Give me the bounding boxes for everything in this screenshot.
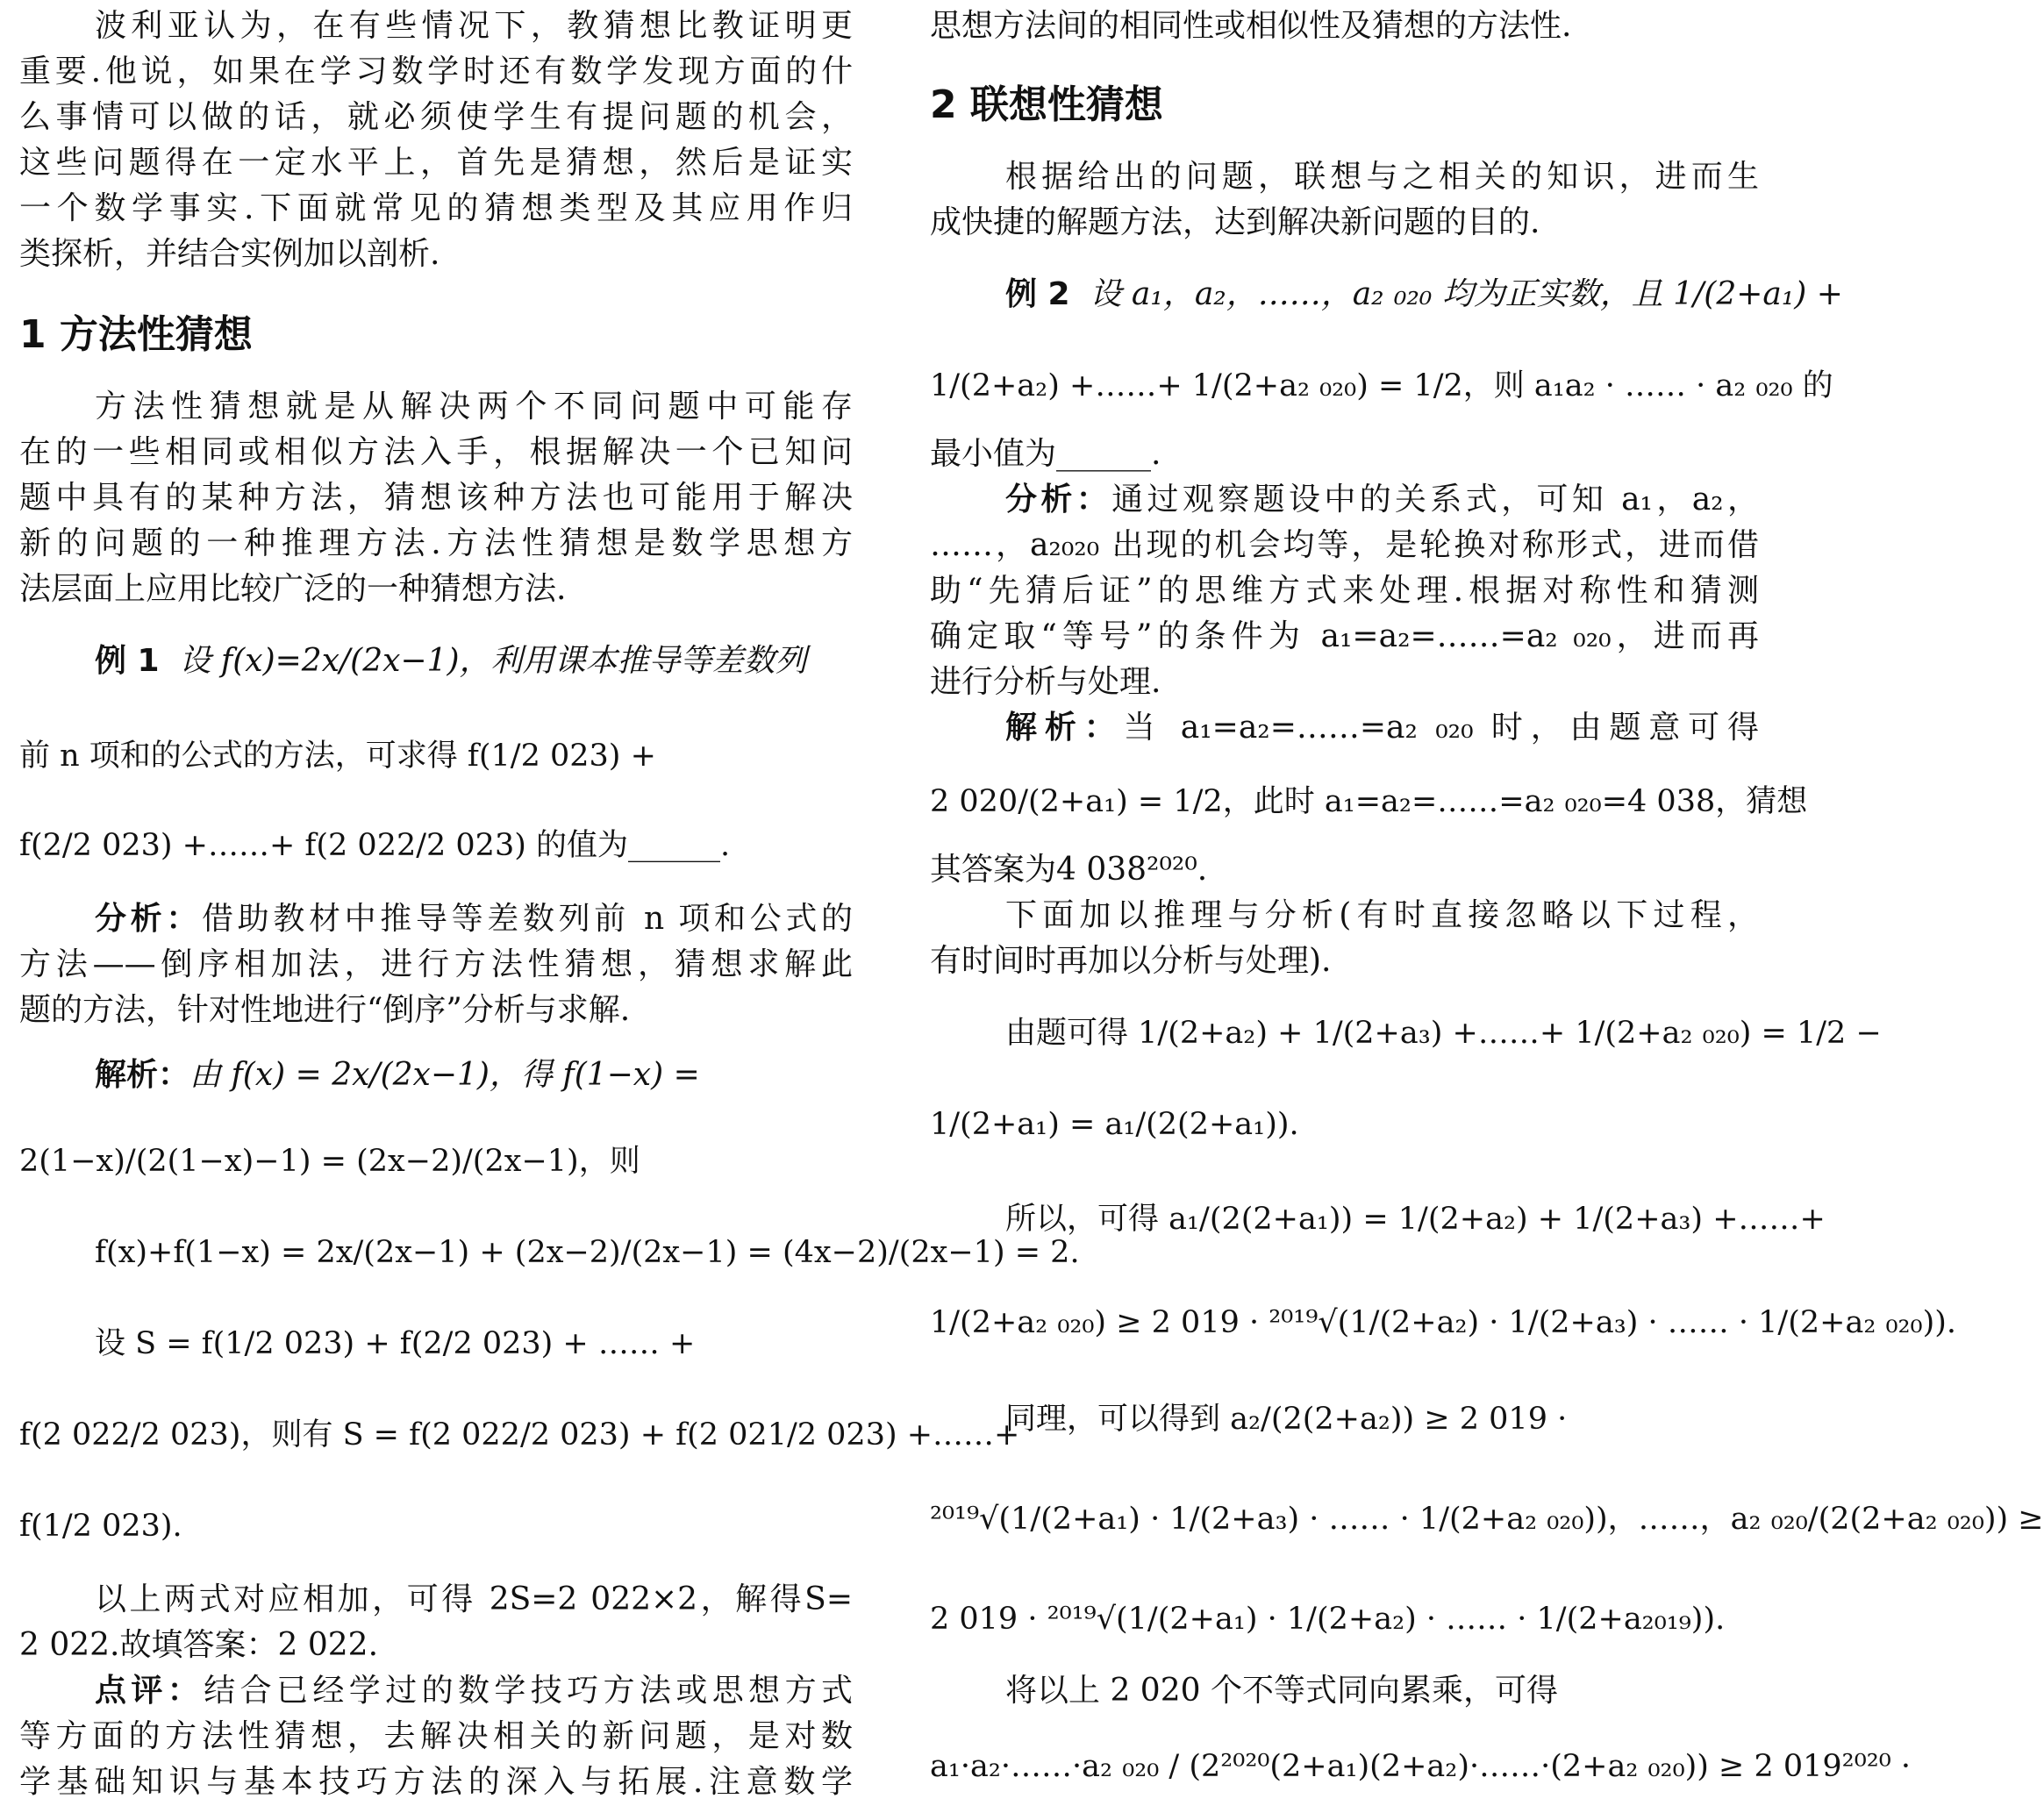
solution-label: 解析： — [1005, 710, 1124, 746]
math-expression: 设 f(x)=2x/(2x−1)，利用课本推导等差数列 — [179, 643, 807, 679]
paragraph-line: 新的问题的一种推理方法.方法性猜想是数学思想方 — [19, 525, 853, 561]
example-2-label: 例 2 — [1005, 276, 1070, 312]
intro-line: 重要.他说，如果在学习数学时还有数学发现方面的什 — [19, 54, 853, 89]
comment-line: 学基础知识与基本技巧方法的深入与拓展.注意数学 — [19, 1764, 853, 1800]
example-1-line — [19, 640, 853, 682]
solution-label: 解析： — [95, 1057, 190, 1093]
math-expression: 1/(2+a₂) +……+ 1/(2+a₂ ₀₂₀) = 1/2，则 a₁a₂ · …… · a₂ ₀₂₀ 的 — [930, 368, 1833, 403]
math-expression: a₁·a₂·……·a₂ ₀₂₀ / (2²⁰²⁰(2+a₁)(2+a₂)·……·(2+a₂ ₀₂₀)) ≥ 2 019²⁰²⁰ · — [930, 1749, 1912, 1784]
analysis-label: 分析： — [1005, 482, 1112, 517]
intro-line: 类探析，并结合实例加以剖析. — [19, 236, 440, 272]
math-expression: 1/(2+a₂ ₀₂₀) ≥ 2 019 · ²⁰¹⁹√(1/(2+a₂) · 1/(2+a₃) · …… · 1/(2+a₂ ₀₂₀)). — [930, 1305, 1957, 1340]
intro-line: 一个数学事实.下面就常见的猜想类型及其应用作归 — [19, 190, 853, 226]
analysis-line: 进行分析与处理. — [930, 664, 1161, 700]
math-expression: f(x)+f(1−x) = 2x/(2x−1) + (2x−2)/(2x−1) = (4x−2)/(2x−1) = 2. — [95, 1235, 1080, 1270]
solution-line: 解析：由 f(x) = 2x/(2x−1)，得 f(1−x) = — [95, 1057, 700, 1093]
example-2-line: 例 2 设 a₁，a₂，……，a₂ ₀₂₀ 均为正实数，且 1/(2+a₁) + — [1005, 276, 1843, 312]
analysis-line: 分析：借助教材中推导等差数列前 n 项和公式的 — [95, 901, 853, 937]
math-expression: 同理，可以得到 a₂/(2(2+a₂)) ≥ 2 019 · — [1005, 1402, 1568, 1437]
math-expression: f(1/2 023). — [19, 1509, 182, 1544]
analysis-line: 确定取“等号”的条件为 a₁=a₂=……=a₂ ₀₂₀，进而再 — [930, 618, 1759, 654]
math-expression: f(2 022/2 023)，则有 S = f(2 022/2 023) + f(2 021/2 023) +……+ — [19, 1417, 1020, 1453]
section-heading-1: 1 方法性猜想 — [19, 312, 253, 357]
paragraph-line: 成快捷的解题方法，达到解决新问题的目的. — [930, 204, 1540, 240]
section-heading-2: 2 联想性猜想 — [930, 82, 1163, 127]
paragraph-line: 其答案为4 038²⁰²⁰. — [930, 852, 1208, 888]
comment-label: 点评： — [95, 1673, 204, 1709]
math-expression: f(2/2 023) +……+ f(2 022/2 023) 的值为______. — [19, 828, 731, 863]
math-expression: 前 n 项和的公式的方法，可求得 f(1/2 023) + — [19, 739, 656, 774]
intro-line: 这些问题得在一定水平上，首先是猜想，然后是证实 — [19, 145, 853, 181]
math-expression: ²⁰¹⁹√(1/(2+a₁) · 1/(2+a₃) · …… · 1/(2+a₂ ₀₂₀))，……，a₂ ₀₂₀/(2(2+a₂ ₀₂₀)) ≥ — [930, 1502, 2044, 1537]
analysis-line: 方法——倒序相加法，进行方法性猜想，猜想求解此 — [19, 946, 853, 982]
paragraph-line: 将以上 2 020 个不等式同向累乘，可得 — [1005, 1673, 1558, 1709]
paragraph-line: 方法性猜想就是从解决两个不同问题中可能存 — [95, 389, 853, 425]
math-expression: 设 S = f(1/2 023) + f(2/2 023) + …… + — [95, 1326, 696, 1361]
comment-line: 点评：结合已经学过的数学技巧方法或思想方式 — [95, 1673, 853, 1709]
analysis-line: 助“先猜后证”的思维方式来处理.根据对称性和猜测 — [930, 573, 1759, 609]
analysis-line: 题的方法，针对性地进行“倒序”分析与求解. — [19, 992, 631, 1028]
solution-line: 解析：当 a₁=a₂=……=a₂ ₀₂₀ 时，由题意可得 — [1005, 710, 1759, 746]
paragraph-line: 最小值为______. — [930, 436, 1161, 472]
analysis-line: 分析：通过观察题设中的关系式，可知 a₁，a₂， — [1005, 482, 1759, 517]
example-1-label: 例 1 — [95, 643, 160, 679]
math-expression: 2(1−x)/(2(1−x)−1) = (2x−2)/(2x−1)，则 — [19, 1144, 640, 1179]
math-expression: 2 020/(2+a₁) = 1/2，此时 a₁=a₂=……=a₂ ₀₂₀=4 038，猜想 — [930, 784, 1808, 819]
math-expression: 2 019 · ²⁰¹⁹√(1/(2+a₁) · 1/(2+a₂) · …… · 1/(2+a₂₀₁₉)). — [930, 1602, 1726, 1637]
paragraph-line: 在的一些相同或相似方法入手，根据解决一个已知问 — [19, 434, 853, 470]
paragraph-line: 思想方法间的相同性或相似性及猜想的方法性. — [930, 8, 1572, 44]
paragraph-line: 以上两式对应相加，可得 2S=2 022×2，解得S= — [95, 1581, 853, 1617]
math-expression: 1/(2+a₁) = a₁/(2(2+a₁)). — [930, 1107, 1299, 1142]
intro-line: 么事情可以做的话，就必须使学生有提问题的机会， — [19, 99, 853, 135]
paragraph-line: 2 022.故填答案：2 022. — [19, 1627, 379, 1663]
analysis-line: ……，a₂₀₂₀ 出现的机会均等，是轮换对称形式，进而借 — [930, 527, 1759, 563]
math-expression: 由题可得 1/(2+a₂) + 1/(2+a₃) +……+ 1/(2+a₂ ₀₂₀) = 1/2 − — [1005, 1016, 1882, 1051]
paragraph-line: 题中具有的某种方法，猜想该种方法也可能用于解决 — [19, 480, 853, 516]
paragraph-line: 法层面上应用比较广泛的一种猜想方法. — [19, 571, 567, 607]
analysis-label: 分析： — [95, 901, 202, 937]
paragraph-line: 下面加以推理与分析(有时直接忽略以下过程， — [1005, 897, 1759, 933]
intro-line: 波利亚认为，在有些情况下，教猜想比教证明更 — [95, 8, 853, 44]
comment-line: 等方面的方法性猜想，去解决相关的新问题，是对数 — [19, 1718, 853, 1754]
paragraph-line: 有时间时再加以分析与处理). — [930, 943, 1332, 979]
paragraph-line: 根据给出的问题，联想与之相关的知识，进而生 — [1005, 159, 1759, 195]
math-expression: 所以，可得 a₁/(2(2+a₁)) = 1/(2+a₂) + 1/(2+a₃) +……+ — [1005, 1202, 1826, 1237]
